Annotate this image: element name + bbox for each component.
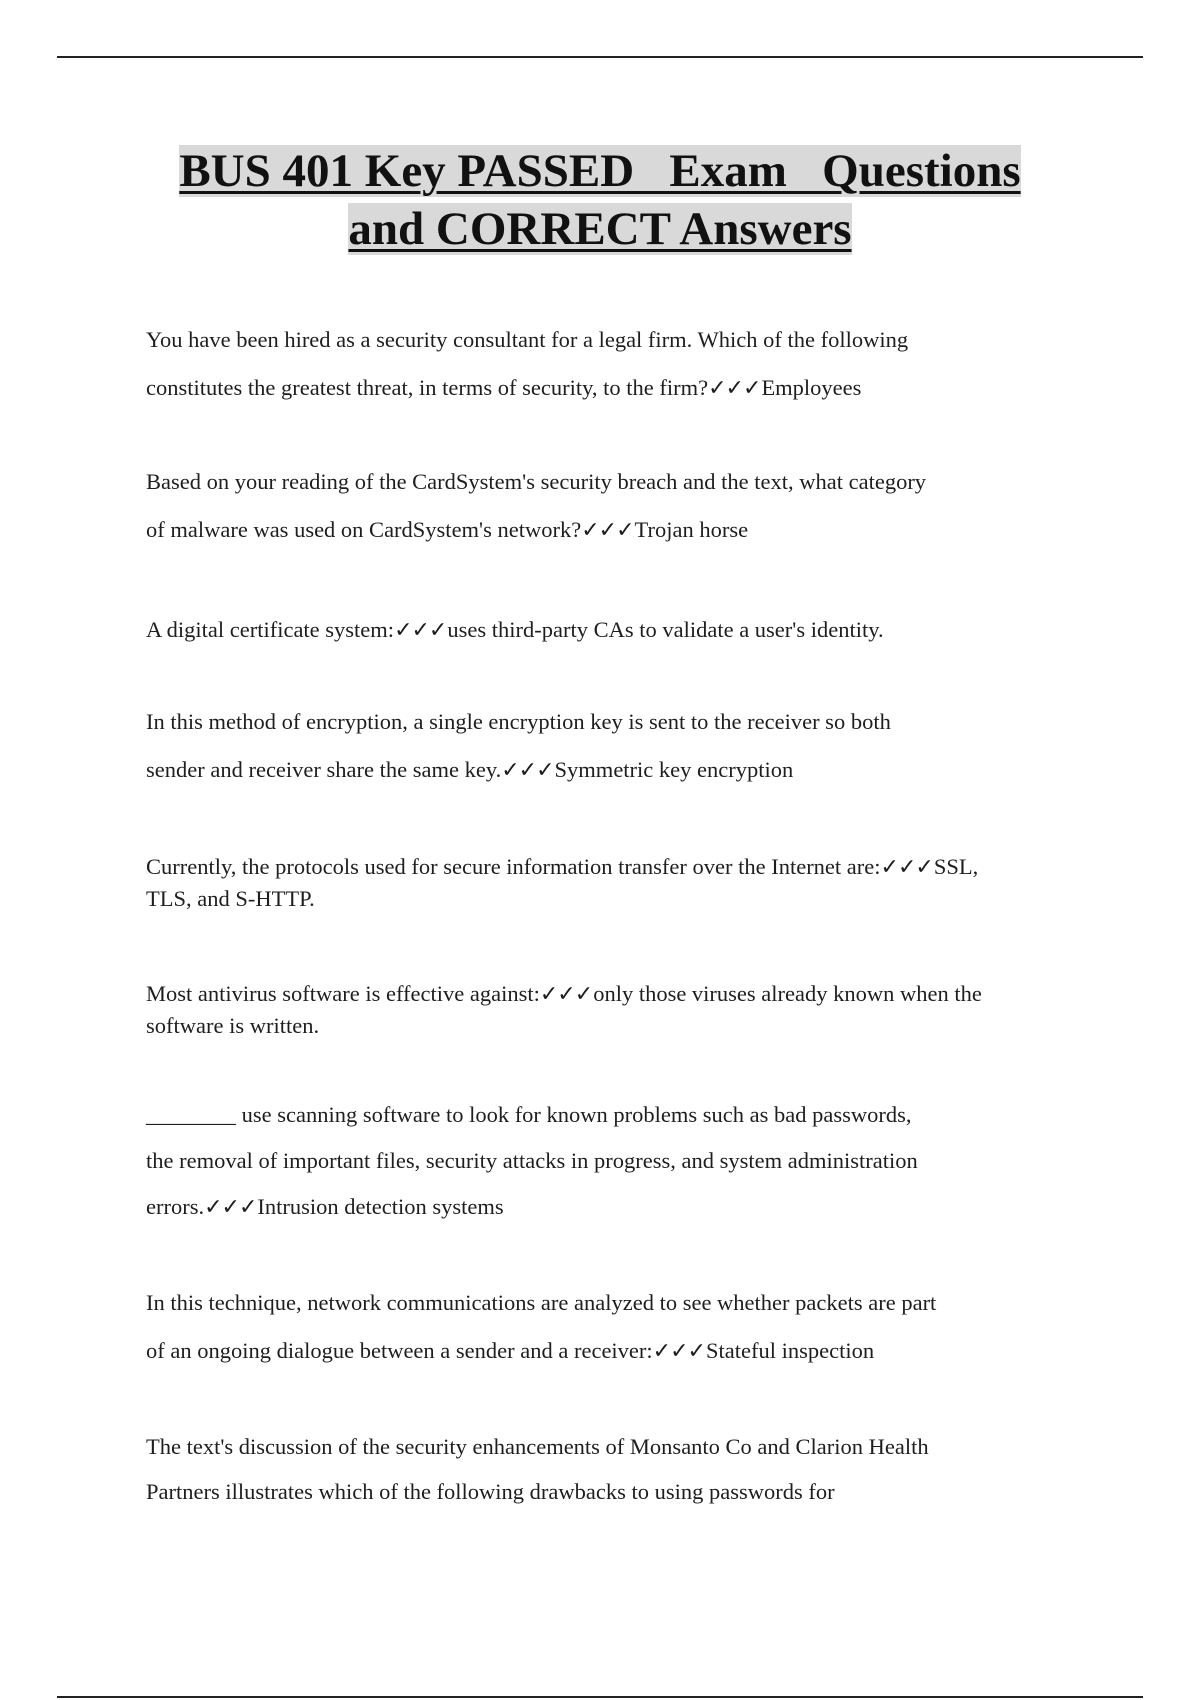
question-line: Most antivirus software is effective against: bbox=[146, 981, 540, 1006]
question-line: sender and receiver share the same key. bbox=[146, 757, 502, 782]
title-line-2: and CORRECT Answers bbox=[348, 203, 852, 255]
question-line: of an ongoing dialogue between a sender and a receiver: bbox=[146, 1338, 653, 1363]
qa-item-3 bbox=[146, 606, 1066, 655]
question-line: ________ use scanning software to look for known problems such as bad passwords, bbox=[146, 1102, 912, 1127]
top-rule bbox=[57, 56, 1143, 58]
title-line-1: BUS 401 Key PASSED Exam Questions bbox=[179, 145, 1021, 197]
question-line: In this technique, network communications are analyzed to see whether packets are part bbox=[146, 1290, 937, 1315]
qa-item-9 bbox=[146, 1424, 1066, 1514]
answer-text: Intrusion detection systems bbox=[257, 1194, 504, 1219]
qa-item-5 bbox=[146, 851, 1066, 914]
question-line: errors. bbox=[146, 1194, 205, 1219]
qa-item-4 bbox=[146, 698, 1066, 795]
question-line: Based on your reading of the CardSystem's security breach and the text, what category bbox=[146, 469, 927, 494]
checkmarks-icon: ✓✓✓ bbox=[708, 376, 761, 401]
question-line: In this method of encryption, a single encryption key is sent to the receiver so both bbox=[146, 709, 891, 734]
answer-text: TLS, and S-HTTP. bbox=[146, 886, 315, 911]
checkmarks-icon: ✓✓✓ bbox=[501, 758, 554, 783]
answer-text: Stateful inspection bbox=[705, 1338, 875, 1363]
answer-text: Employees bbox=[761, 375, 862, 400]
checkmarks-icon: ✓✓✓ bbox=[539, 982, 593, 1007]
checkmarks-icon: ✓✓✓ bbox=[204, 1195, 257, 1220]
answer-text: Trojan horse bbox=[634, 517, 749, 542]
question-line: You have been hired as a security consultant for a legal firm. Which of the following bbox=[146, 327, 909, 352]
question-line: Partners illustrates which of the following drawbacks to using passwords for bbox=[146, 1479, 835, 1504]
checkmarks-icon: ✓✓✓ bbox=[652, 1339, 705, 1364]
question-line: A digital certificate system: bbox=[146, 617, 395, 642]
bottom-rule bbox=[57, 1696, 1143, 1698]
answer-text: SSL, bbox=[933, 854, 979, 879]
answer-text: software is written. bbox=[146, 1013, 320, 1038]
question-line: the removal of important files, security attacks in progress, and system administration bbox=[146, 1148, 918, 1173]
question-line: Currently, the protocols used for secure information transfer over the Internet are: bbox=[146, 854, 881, 879]
question-line: of malware was used on CardSystem's network? bbox=[146, 517, 582, 542]
qa-item-2 bbox=[146, 458, 1066, 555]
checkmarks-icon: ✓✓✓ bbox=[880, 855, 933, 880]
qa-item-6 bbox=[146, 978, 1066, 1041]
qa-item-8 bbox=[146, 1279, 1066, 1376]
qa-item-1 bbox=[146, 316, 1066, 413]
answer-text: only those viruses already known when the bbox=[593, 981, 982, 1006]
page-title bbox=[100, 142, 1100, 258]
qa-item-7 bbox=[146, 1092, 1066, 1231]
answer-text: Symmetric key encryption bbox=[554, 757, 794, 782]
checkmarks-icon: ✓✓✓ bbox=[394, 618, 447, 643]
question-line: constitutes the greatest threat, in terms of security, to the firm? bbox=[146, 375, 709, 400]
question-line: The text's discussion of the security enhancements of Monsanto Co and Clarion Health bbox=[146, 1434, 929, 1459]
answer-text: uses third-party CAs to validate a user's identity. bbox=[447, 617, 884, 642]
checkmarks-icon: ✓✓✓ bbox=[581, 518, 634, 543]
